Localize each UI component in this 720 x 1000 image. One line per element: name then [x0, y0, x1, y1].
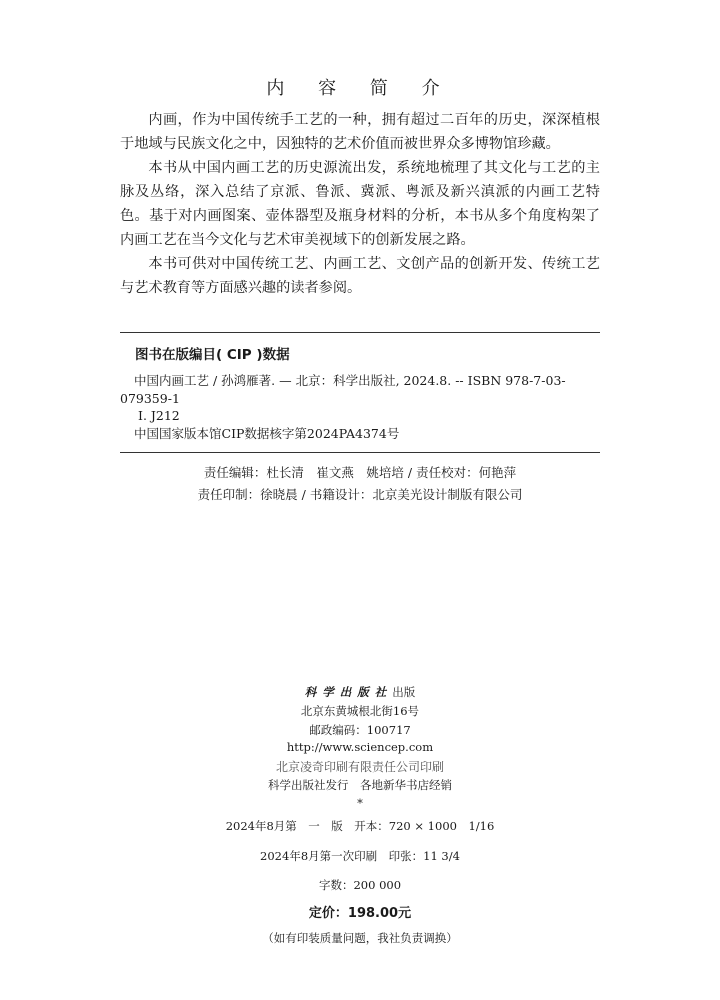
editors-line-1: 责任编辑：杜长清 崔文燕 姚培培 / 责任校对：何艳萍: [203, 465, 517, 480]
printing-info: 2024年8月第一次印刷 印张：11 3/4: [260, 849, 460, 863]
edition-info: 2024年8月第 一 版 开本：720 × 1000 1/16: [225, 819, 495, 833]
divider-top: [120, 332, 600, 333]
word-count: 字数：200 000: [318, 878, 402, 892]
editors-block: [0, 462, 720, 506]
publisher-suffix: 出版: [392, 685, 416, 699]
publisher-name-line: [0, 684, 720, 700]
publisher-url: http://www.sciencep.com: [286, 740, 434, 754]
publisher-postcode: 邮政编码：100717: [309, 723, 411, 737]
editors-line-2: 责任印制：徐晓晨 / 书籍设计：北京美光设计制版有限公司: [197, 487, 523, 502]
cip-line-2: 079359-1: [120, 390, 180, 406]
intro-paragraph-3: 本书可供对中国传统工艺、内画工艺、文创产品的创新开发、传统工艺与艺术教育等方面感兴趣的读者参阅。: [120, 256, 600, 296]
separator-star: *: [357, 796, 363, 810]
cip-line-3: Ⅰ. J212: [138, 408, 180, 423]
introduction: [120, 108, 600, 300]
cip-heading: 图书在版编目( CIP )数据: [135, 347, 290, 363]
publisher-seal-name: 科学出版社: [304, 685, 393, 699]
price: 定价：198.00元: [308, 906, 412, 921]
page-title: 内 容 简 介: [266, 78, 454, 99]
intro-paragraph-1: 内画，作为中国传统手工艺的一种，拥有超过二百年的历史，深深植根于地域与民族文化之中，因独特的艺术价值而被世界众多博物馆珍藏。: [120, 112, 600, 152]
cip-line-1: 中国内画工艺 / 孙鸿雁著. — 北京：科学出版社, 2024.8. -- ISBN 978-7-03-: [134, 373, 566, 388]
divider-bottom: [120, 452, 600, 453]
cip-line-4: 中国国家版本馆CIP数据核字第2024PA4374号: [134, 425, 400, 441]
printer: 北京凌奇印刷有限责任公司印刷: [275, 760, 444, 774]
intro-paragraph-2: 本书从中国内画工艺的历史源流出发，系统地梳理了其文化与工艺的主脉及丛络，深入总结了京派、鲁派、冀派、粤派及新兴滇派的内画工艺特色。基于对内画图案、壶体器型及瓶身材料的分析，本书从多个角度构架了内画工艺在当今文化与艺术审美视域下的创新发展之路。: [120, 160, 600, 248]
quality-notice: （如有印装质量问题，我社负责调换）: [262, 931, 458, 945]
distribution: 科学出版社发行 各地新华书店经销: [268, 778, 452, 792]
cip-block: [120, 372, 600, 442]
publisher-address: 北京东黄城根北街16号: [300, 704, 420, 718]
